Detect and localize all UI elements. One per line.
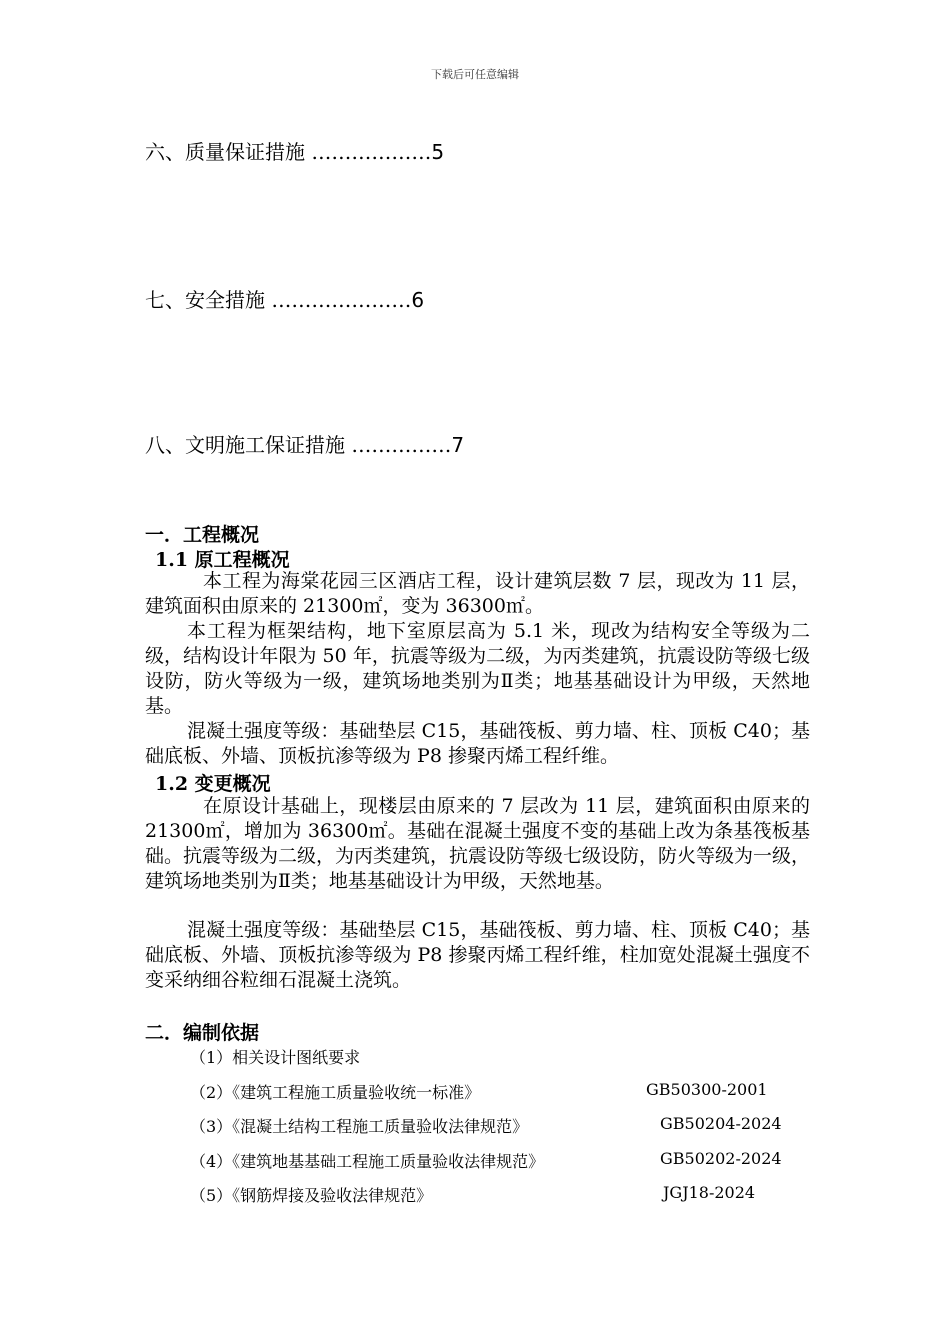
toc-entry-civilized[interactable] bbox=[145, 429, 464, 458]
standard-code: GB50202-2024 bbox=[660, 1149, 782, 1168]
list-item: （1）相关设计图纸要求 bbox=[190, 1048, 361, 1067]
toc-page-number: 5 bbox=[431, 140, 445, 164]
list-item: （3）《混凝土结构工程施工质量验收法律规范》 bbox=[190, 1117, 529, 1136]
paragraph: 本工程为海棠花园三区酒店工程，设计建筑层数 7 层，现改为 11 层，建筑面积由原来的 21300㎡，变为 36300㎡。 bbox=[145, 570, 810, 617]
list-item: （4）《建筑地基基础工程施工质量验收法律规范》 bbox=[190, 1152, 545, 1171]
list-item: （2）《建筑工程施工质量验收统一标准》 bbox=[190, 1083, 481, 1102]
standard-code: JGJ18-2024 bbox=[663, 1183, 756, 1202]
section-heading-basis: 二．编制依据 bbox=[145, 1022, 260, 1044]
paragraph: 在原设计基础上，现楼层由原来的 7 层改为 11 层，建筑面积由原来的 21300㎡，增加为 36300㎡。基础在混凝土强度不变的基础上改为条基筏板基础。抗震等级为二级，为丙类建筑，抗震设防等级七级设防，防火等级为一级，建筑场地类别为Ⅱ类；地基基础设计为甲级，天然地基。 bbox=[145, 795, 811, 892]
toc-label: 七、安全措施 ………………… bbox=[145, 288, 412, 312]
paragraph: 混凝土强度等级：基础垫层 C15，基础筏板、剪力墙、柱、顶板 C40；基础底板、外墙、顶板抗渗等级为 P8 掺聚丙烯工程纤维。 bbox=[145, 720, 810, 767]
subsection-heading-original: 1.1 原工程概况 bbox=[155, 549, 290, 571]
toc-page-number: 6 bbox=[411, 288, 425, 312]
toc-label: 八、文明施工保证措施 …………… bbox=[145, 433, 452, 457]
subsection-heading-change: 1.2 变更概况 bbox=[155, 773, 271, 795]
toc-label: 六、质量保证措施 ……………… bbox=[145, 140, 432, 164]
paragraph: 混凝土强度等级：基础垫层 C15，基础筏板、剪力墙、柱、顶板 C40；基础底板、外墙、顶板抗渗等级为 P8 掺聚丙烯工程纤维，柱加宽处混凝土强度不变采纳细谷粒细石混凝土浇筑。 bbox=[145, 919, 810, 991]
paragraph: 本工程为框架结构，地下室原层高为 5.1 米，现改为结构安全等级为二级，结构设计年限为 50 年，抗震等级为二级，为丙类建筑，抗震设防等级七级设防，防火等级为一级，建筑场地类别为Ⅱ类；地基基础设计为甲级，天然地基。 bbox=[145, 620, 810, 717]
list-item: （5）《钢筋焊接及验收法律规范》 bbox=[190, 1186, 433, 1205]
section-heading-overview: 一．工程概况 bbox=[145, 524, 260, 546]
toc-entry-safety[interactable] bbox=[145, 284, 424, 313]
page-header: 下载后可任意编辑 bbox=[431, 68, 519, 81]
standard-code: GB50300-2001 bbox=[646, 1080, 768, 1099]
toc-page-number: 7 bbox=[451, 433, 465, 457]
toc-entry-quality[interactable] bbox=[145, 136, 444, 165]
standard-code: GB50204-2024 bbox=[660, 1114, 782, 1133]
